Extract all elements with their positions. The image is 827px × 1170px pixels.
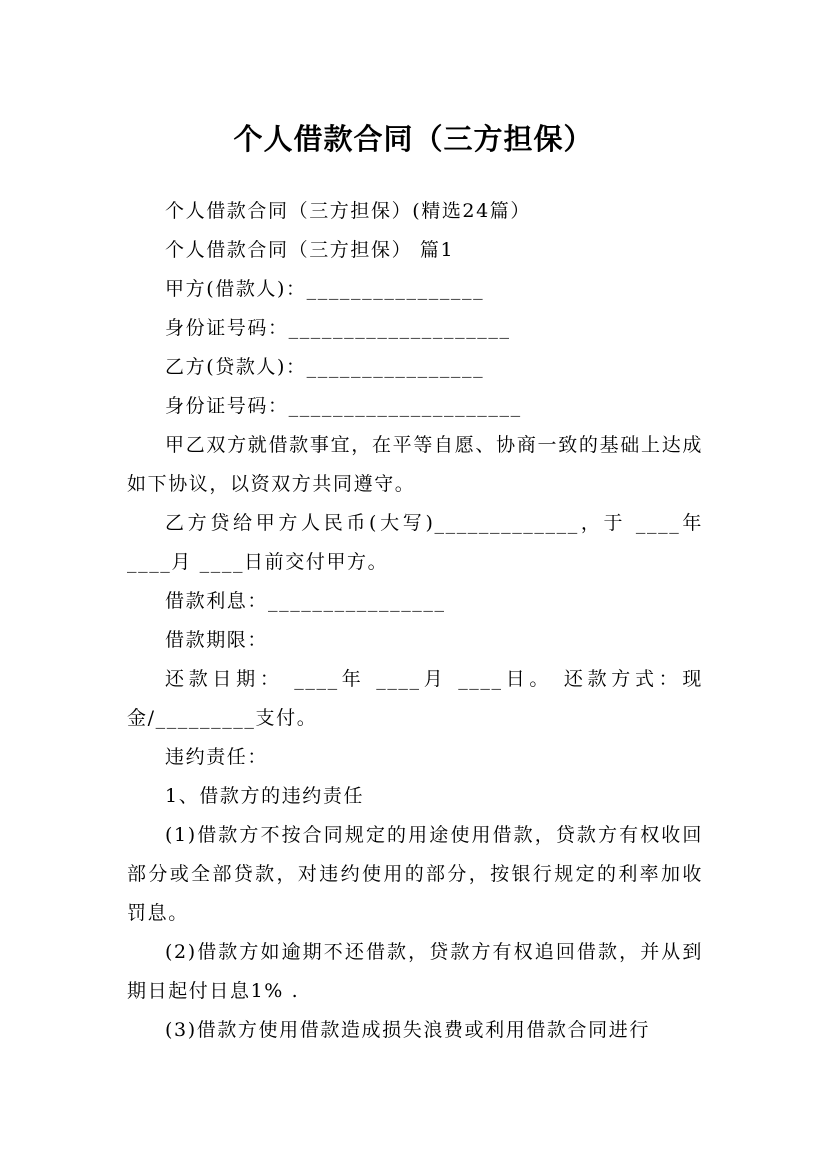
paragraph-party-b-id: 身份证号码：_____________________: [165, 395, 522, 417]
document-body: [127, 192, 703, 1050]
paragraph-party-a: 甲方(借款人)：________________: [165, 278, 485, 300]
paragraph-agreement: 甲乙双方就借款事宜，在平等自愿、协商一致的基础上达成如下协议，以资双方共同遵守。: [127, 434, 703, 495]
paragraph-borrower-liability: 1、借款方的违约责任: [165, 785, 365, 807]
paragraph-term: 借款期限：: [165, 629, 269, 651]
paragraph-liability-heading: 违约责任：: [165, 746, 269, 768]
paragraph-interest: 借款利息：________________: [165, 590, 446, 612]
paragraph-subtitle: 个人借款合同（三方担保）(精选24篇）: [165, 200, 531, 222]
paragraph-clause-3: (3)借款方使用借款造成损失浪费或利用借款合同进行: [165, 1019, 650, 1041]
paragraph-clause-1: (1)借款方不按合同规定的用途使用借款，贷款方有权收回部分或全部贷款，对违约使用的部分，按银行规定的利率加收罚息。: [127, 824, 703, 924]
paragraph-repayment: 还款日期： ____年 ____月 ____日。 还款方式：现金/_________支付。: [127, 668, 703, 729]
paragraph-section-heading: 个人借款合同（三方担保） 篇1: [165, 239, 455, 261]
paragraph-party-a-id: 身份证号码：____________________: [165, 317, 511, 339]
paragraph-loan-amount: 乙方贷给甲方人民币(大写)_____________，于 ____年 ____月 ____日前交付甲方。: [127, 512, 703, 573]
paragraph-clause-2: (2)借款方如逾期不还借款，贷款方有权追回借款，并从到期日起付日息1% .: [127, 941, 703, 1002]
paragraph-party-b: 乙方(贷款人)：________________: [165, 356, 485, 378]
document-title: 个人借款合同（三方担保）: [233, 122, 594, 157]
